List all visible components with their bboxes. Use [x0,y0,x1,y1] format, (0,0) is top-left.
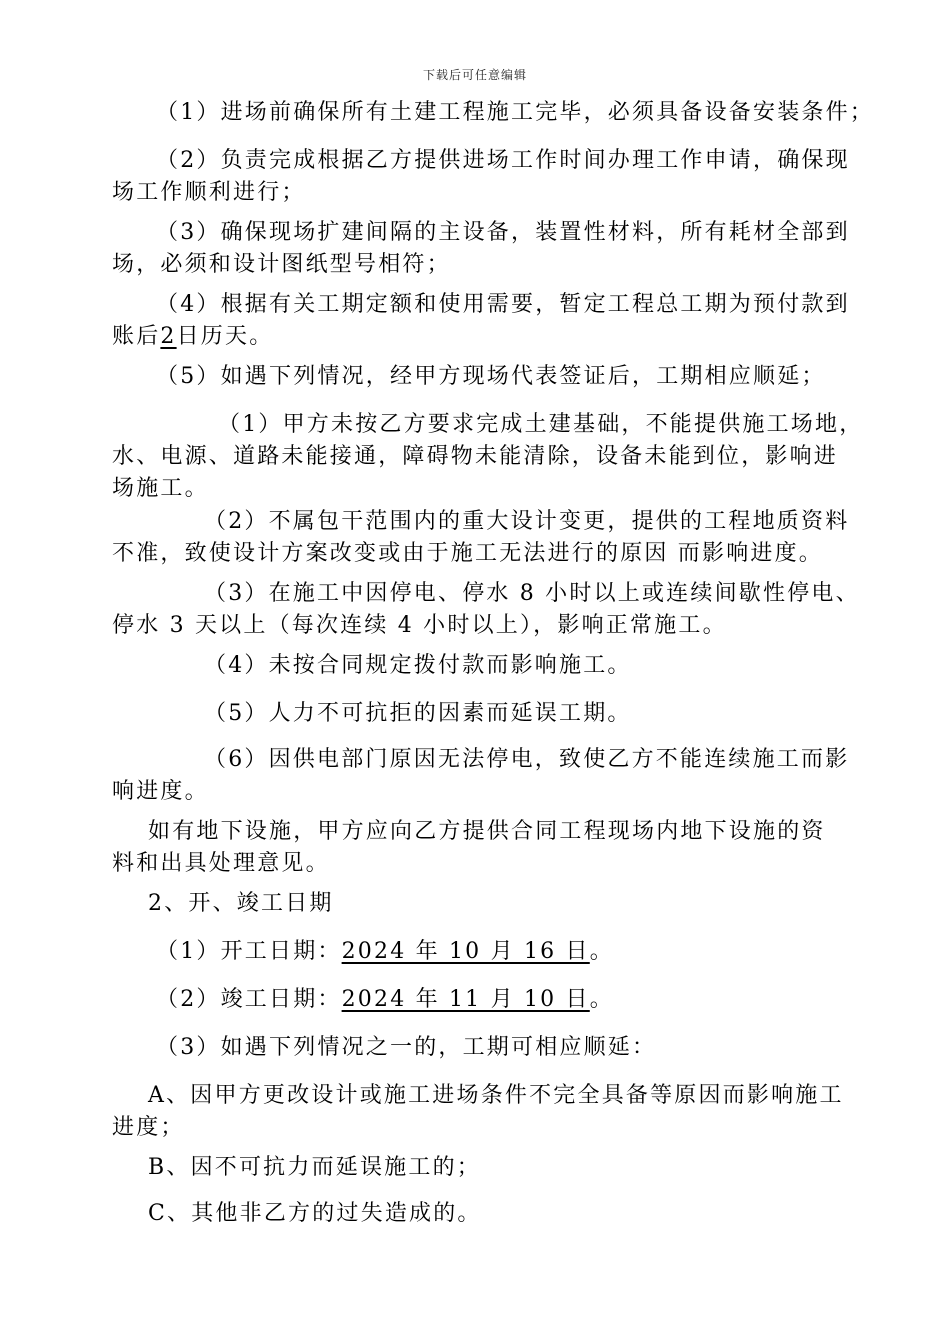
paragraph-line: （4）根据有关工期定额和使用需要，暂定工程总工期为预付款到 [156,292,850,317]
paragraph-line: （5）如遇下列情况，经甲方现场代表签证后，工期相应顺延； [156,364,826,389]
paragraph-line: C、其他非乙方的过失造成的。 [148,1201,482,1226]
text-run: （2）竣工日期： [156,987,342,1012]
start-date-value: 2024 年 10 月 16 日 [341,939,590,964]
paragraph-12 [112,816,842,880]
paragraph-5 [112,361,842,393]
paragraph-line: 场施工。 [112,476,209,501]
paragraph-line [112,321,842,353]
paragraph-6 [112,409,864,505]
paragraph-line: 如有地下设施，甲方应向乙方提供合同工程现场内地下设施的资 [148,819,826,844]
paragraph-19 [112,1198,842,1230]
paragraph-line: 场，必须和设计图纸型号相符； [112,252,451,277]
paragraph-17 [112,1080,842,1144]
paragraph-line: 响进度。 [112,779,209,804]
paragraph-2 [112,145,850,209]
text-run: 。 [589,987,614,1012]
paragraph-10 [112,698,842,730]
text-run: 账后 [112,324,161,349]
paragraph-line: 停水 3 天以上（每次连续 4 小时以上），影响正常施工。 [112,613,727,638]
paragraph-line: 不准，致使设计方案改变或由于施工无法进行的原因 而影响进度。 [112,541,823,566]
paragraph-8 [112,578,860,642]
paragraph-line: （3）在施工中因停电、停水 8 小时以上或连续间歇性停电、 [204,581,860,606]
text-run: 日历天。 [176,324,274,349]
paragraph-line [112,984,842,1016]
paragraph-line: B、因不可抗力而延误施工的； [148,1155,481,1180]
paragraph-line [112,936,842,968]
paragraph-line: （4）未按合同规定拨付款而影响施工。 [204,653,632,678]
paragraph-16 [112,1032,842,1064]
paragraph-line: 场工作顺利进行； [112,180,306,205]
page-header: 下载后可任意编辑 [422,68,527,82]
paragraph-18 [112,1152,842,1184]
paragraph-line: （3）如遇下列情况之一的，工期可相应顺延： [156,1035,657,1060]
paragraph-3 [112,217,850,281]
paragraph-line: 进度； [112,1115,185,1140]
paragraph-11 [112,744,850,808]
paragraph-line: （2）不属包干范围内的重大设计变更，提供的工程地质资料 [204,509,850,534]
paragraph-line: （3）确保现场扩建间隔的主设备，装置性材料，所有耗材全部到 [156,220,850,245]
paragraph-line: 2、开、竣工日期 [148,891,334,916]
paragraph-line: 料和出具处理意见。 [112,851,330,876]
paragraph-line: （1）甲方未按乙方要求完成土建基础，不能提供施工场地， [218,412,864,437]
duration-value: 2 [160,324,177,349]
paragraph-line: A、因甲方更改设计或施工进场条件不完全具备等原因而影响施工 [148,1083,844,1108]
section-heading [112,888,842,920]
completion-date-line [112,984,842,1016]
paragraph-1 [112,97,874,129]
text-run: （1）开工日期： [156,939,342,964]
completion-date-value: 2024 年 11 月 10 日 [341,987,590,1012]
paragraph-line: （5）人力不可抗拒的因素而延误工期。 [204,701,632,726]
paragraph-line: （2）负责完成根据乙方提供进场工作时间办理工作申请，确保现 [156,148,850,173]
text-run: 。 [589,939,614,964]
paragraph-line: （6）因供电部门原因无法停电，致使乙方不能连续施工而影 [204,747,850,772]
paragraph-line: （1）进场前确保所有土建工程施工完毕，必须具备设备安装条件； [156,100,874,125]
start-date-line [112,936,842,968]
paragraph-line: 水、电源、道路未能接通，障碍物未能清除，设备未能到位，影响进 [112,444,839,469]
paragraph-9 [112,650,842,682]
paragraph-4 [112,289,850,353]
paragraph-7 [112,506,850,570]
